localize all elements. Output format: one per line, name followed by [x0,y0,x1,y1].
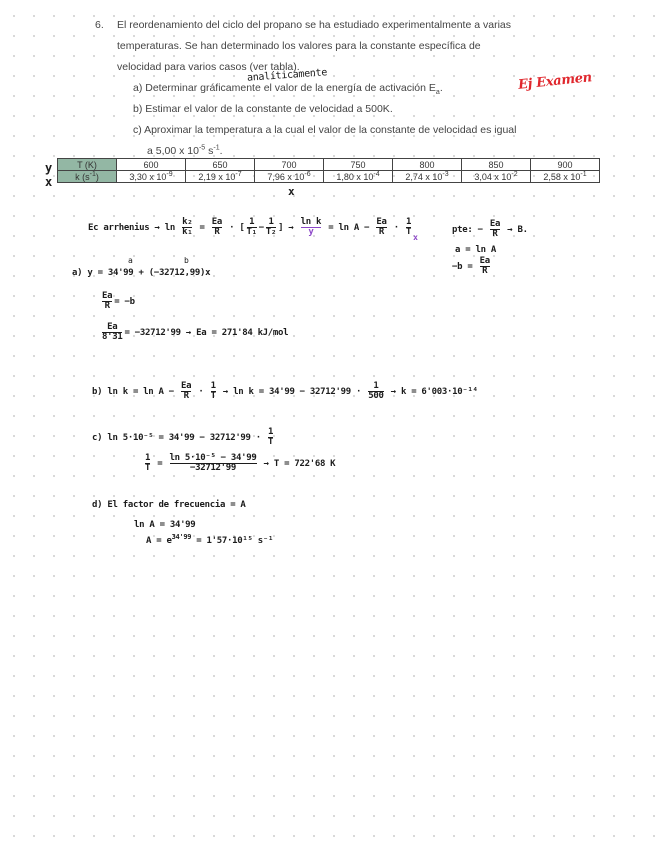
part-a-slope: $\frac{Ea}{R}$ = −b [102,291,135,311]
statement-line: velocidad para varios casos (ver tabla). [117,61,300,73]
table-cell: 700 [255,159,324,171]
table-cell: 3,30 x $10^{-9}$ [117,171,186,183]
y-axis-label: y [45,161,52,175]
coef-a-label: a [128,256,133,265]
data-table [57,158,600,183]
table-cell: 800 [393,159,462,171]
x-mark-under-table: x [288,185,295,198]
part-a-result: $\frac{Ea}{8'31}$ = −32712'99 → Ea = 271'84 kJ/mol [102,322,289,342]
part-a-regression: a) y = 34'99 + (−32712,99)x [72,268,211,278]
table-cell: 1,80 x $10^{-4}$ [324,171,393,183]
table-cell: 850 [462,159,531,171]
item-c: c) Aproximar la temperatura a la cual el valor de la constante de velocidad es igual [133,124,517,136]
exam-tag: Ej Examen [517,70,593,93]
b-note: −b = $\frac{Ea}{R}$ [452,256,490,276]
x-axis-label: x [45,175,52,189]
header-temperature: T (K) [58,159,117,171]
header-rate-constant: k $(s^{-1})$ [58,171,117,183]
table-cell: 2,58 x $10^{-1}$ [531,171,600,183]
table-cell: 2,74 x $10^{-3}$ [393,171,462,183]
arrhenius-equation: Ec arrhenius → ln $\frac{\text{k₂}}{\text{k₁}}$ = $\frac{Ea}{R}$ · [ $\frac{1}{\text{T₁}}$ − $\frac{1}{\text{T₂}}$ ] → $\frac{\text{ln k}}{y}$ = ln A − $\frac{Ea}{R}$ · $\frac{1}{T}$ x [88,217,418,242]
part-d-result: $A = e^{34'99} = 1'57\cdot 10^{15}$ s⁻¹ [146,533,274,546]
table-cell: 7,96 x $10^{-6}$ [255,171,324,183]
part-b-solution: b) ln k = ln A − $\frac{Ea}{R}$ · $\frac{1}{T}$ → ln k = 34'99 − 32712'99 · $\frac{1}{500}$ → k = 6'003·10⁻¹⁴ [92,381,478,401]
table-cell: 900 [531,159,600,171]
statement-line: El reordenamiento del ciclo del propano se ha estudiado experimentalmente a varias [117,19,511,31]
table-cell: 650 [186,159,255,171]
table-cell: 3,04 x $10^{-2}$ [462,171,531,183]
table-cell: 750 [324,159,393,171]
table-cell: 600 [117,159,186,171]
part-c-result: $\frac{1}{T}$ = $\frac{\text{ln 5·10⁻⁵ − 34'99}}{-32712'99}$ → T = 722'68 K [145,453,336,473]
coef-b-label: b [184,256,189,265]
part-d-statement: d) El factor de frecuencia = A [92,500,246,510]
overwrite-annotation: analíticamente [246,67,328,84]
statement-line: temperaturas. Se han determinado los valores para la constante específica de [117,40,481,52]
table-cell: 2,19 x $10^{-7}$ [186,171,255,183]
table-row-temperature [58,159,600,171]
problem-number: 6. [95,19,104,31]
intercept-note: a = ln A [455,245,496,255]
part-d-ln: ln A = 34'99 [134,520,196,530]
item-b: b) Estimar el valor de la constante de velocidad a 500K. [133,103,393,115]
item-c-line2: a 5,00 x $10^{-5}$ $s^{-1}$. [147,144,223,157]
item-a: a) Determinar gráficamente el valor de la energía de activación $E_a$. [133,82,443,97]
part-c-equation: c) ln 5·10⁻⁵ = 34'99 − 32712'99 · $\frac{1}{T}$ [92,427,274,447]
table-row-rate-constant [58,171,600,183]
slope-note: pte: − $\frac{Ea}{R}$ → B. [452,219,528,239]
problem-statement [95,15,565,162]
